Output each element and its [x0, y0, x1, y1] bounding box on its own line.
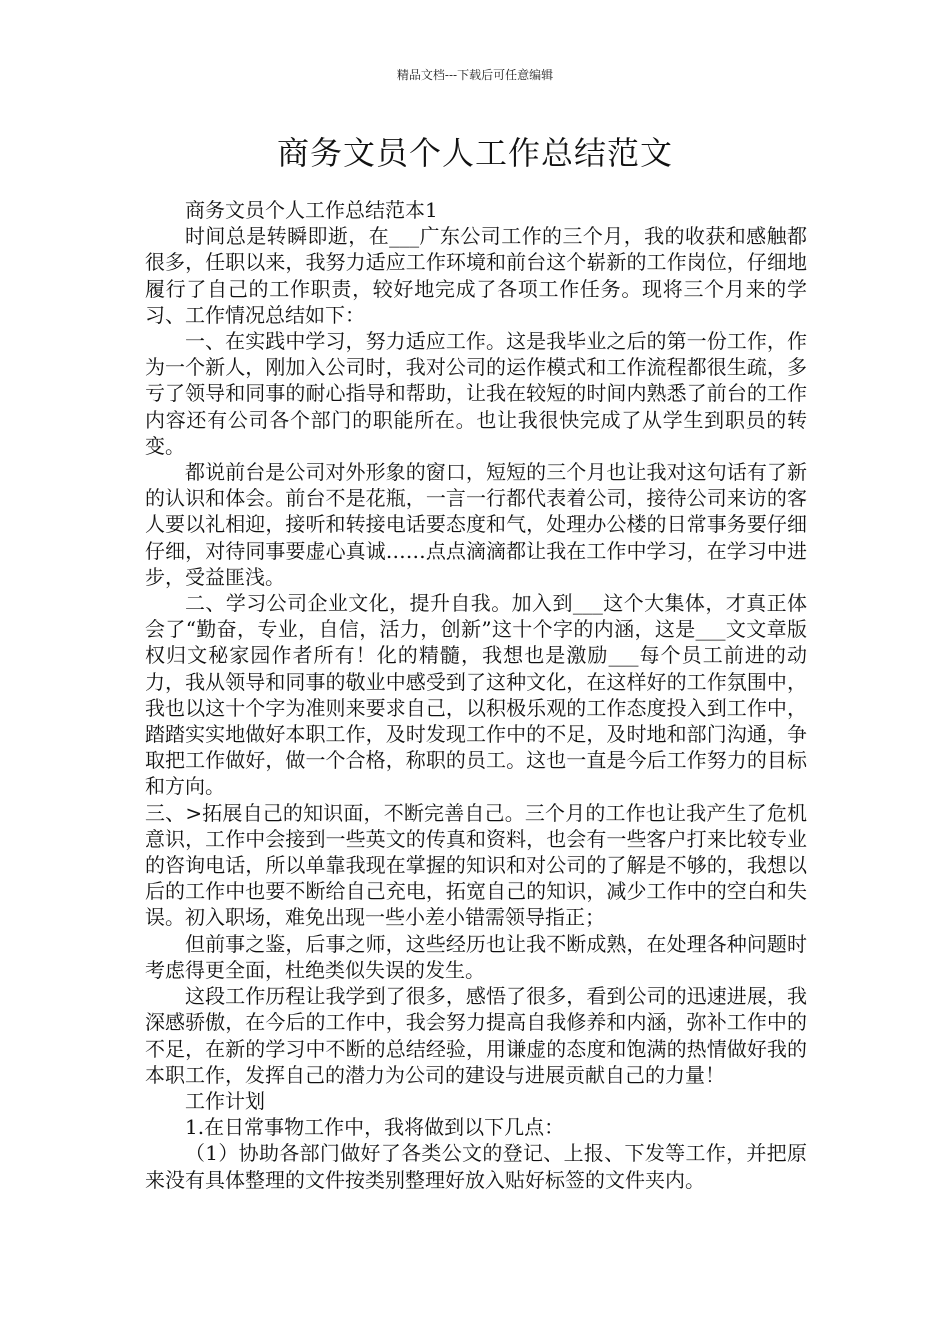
- paragraph: （1）协助各部门做好了各类公文的登记、上报、下发等工作，并把原来没有具体整理的文件按类别整理好放入贴好标签的文件夹内。: [145, 1141, 807, 1192]
- paragraph: 二、学习公司企业文化，提升自我。加入到___这个大集体，才真正体会了“勤奋，专业，自信，活力，创新”这十个字的内涵，这是___文文章版权归文秘家园作者所有！化的精髓，我想也是激励___每个员工前进的动力，我从领导和同事的敬业中感受到了这种文化，在这样好的工作氛围中，我也以这十个字为准则来要求自己，以积极乐观的工作态度投入到工作中，踏踏实实地做好本职工作，及时发现工作中的不足，及时地和部门沟通，争取把工作做好，做一个合格，称职的员工。这也一直是今后工作努力的目标和方向。: [145, 591, 807, 799]
- paragraph: 三、>拓展自己的知识面，不断完善自己。三个月的工作也让我产生了危机意识，工作中会接到一些英文的传真和资料，也会有一些客户打来比较专业的咨询电话，所以单靠我现在掌握的知识和对公司的了解是不够的，我想以后的工作中也要不断给自己充电，拓宽自己的知识，减少工作中的空白和失误。初入职场，难免出现一些小差小错需领导指正；: [145, 800, 807, 930]
- paragraph: 这段工作历程让我学到了很多，感悟了很多，看到公司的迅速进展，我深感骄傲，在今后的工作中，我会努力提高自我修养和内涵，弥补工作中的不足，在新的学习中不断的总结经验，用谦虚的态度和饱满的热情做好我的本职工作，发挥自己的潜力为公司的建设与进展贡献自己的力量！: [145, 984, 807, 1087]
- paragraph: 但前事之鉴，后事之师，这些经历也让我不断成熟，在处理各种问题时考虑得更全面，杜绝类似失误的发生。: [145, 931, 807, 982]
- page-header: 精品文档---下载后可任意编辑: [396, 68, 554, 82]
- section-heading: 商务文员个人工作总结范本1: [185, 198, 438, 222]
- document-body: [145, 197, 807, 1193]
- paragraph: 都说前台是公司对外形象的窗口，短短的三个月也让我对这句话有了新的认识和体会。前台不是花瓶，一言一行都代表着公司，接待公司来访的客人要以礼相迎，接听和转接电话要态度和气，处理办公楼的日常事务要仔细仔细，对待同事要虚心真诚……点点滴滴都让我在工作中学习，在学习中进步，受益匪浅。: [145, 460, 807, 589]
- paragraph: 时间总是转瞬即逝，在___广东公司工作的三个月，我的收获和感触都很多，任职以来，我努力适应工作环境和前台这个崭新的工作岗位，仔细地履行了自己的工作职责，较好地完成了各项工作任务。现将三个月来的学习、工作情况总结如下：: [145, 224, 807, 327]
- document-title: 商务文员个人工作总结范文: [276, 134, 673, 172]
- section-heading: 工作计划: [185, 1088, 265, 1113]
- paragraph: 1.在日常事物工作中，我将做到以下几点：: [185, 1115, 565, 1140]
- paragraph: 一、在实践中学习，努力适应工作。这是我毕业之后的第一份工作，作为一个新人，刚加入公司时，我对公司的运作模式和工作流程都很生疏，多亏了领导和同事的耐心指导和帮助，让我在较短的时间内熟悉了前台的工作内容还有公司各个部门的职能所在。也让我很快完成了从学生到职员的转变。: [145, 329, 807, 458]
